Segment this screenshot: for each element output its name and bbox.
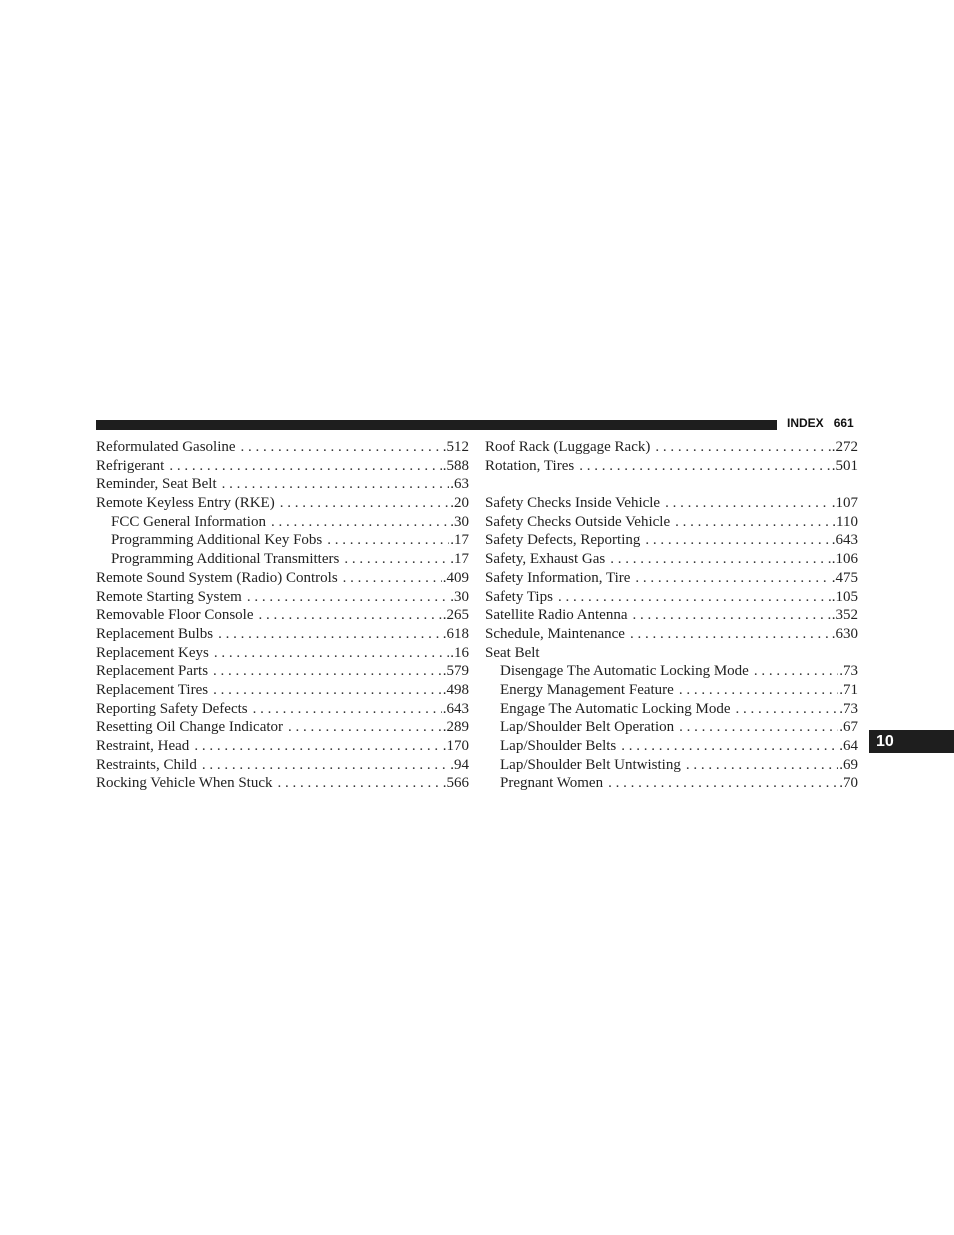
entry-term: Replacement Keys	[96, 644, 209, 661]
entry-page: .643	[442, 700, 469, 717]
entry-page: .289	[442, 719, 469, 736]
entry-term: Programming Additional Transmitters	[111, 551, 340, 568]
dot-leader	[655, 438, 830, 457]
index-entry	[485, 438, 858, 457]
index-entry	[96, 438, 469, 457]
index-subentry	[96, 531, 469, 550]
dot-leader	[241, 438, 442, 457]
index-entry	[96, 588, 469, 607]
index-subentry	[485, 718, 858, 737]
dot-leader	[214, 644, 449, 663]
dot-leader	[754, 662, 838, 681]
entry-page: .30	[450, 513, 469, 530]
page-number: 661	[833, 416, 854, 430]
dot-leader	[213, 681, 442, 700]
entry-term: Safety Tips	[485, 588, 553, 605]
dot-leader	[344, 550, 449, 569]
entry-term: Roof Rack (Luggage Rack)	[485, 439, 651, 455]
entry-term: Removable Floor Console	[96, 607, 254, 624]
entry-page: .105	[831, 588, 858, 605]
entry-term: Safety Information, Tire	[485, 569, 631, 586]
entry-term: Replacement Parts	[96, 663, 209, 680]
entry-term: Reformulated Gasoline	[96, 439, 236, 455]
entry-page: .501	[831, 457, 858, 474]
entry-page: .64	[839, 738, 858, 754]
index-entry	[96, 756, 469, 775]
dot-leader	[632, 606, 830, 625]
dot-leader	[222, 475, 450, 494]
index-entry	[485, 625, 858, 644]
running-header	[787, 416, 854, 430]
header-rule	[96, 420, 777, 430]
index-subentry	[485, 774, 858, 793]
index-entry	[485, 494, 858, 513]
entry-term: Restraint, Head	[96, 738, 190, 754]
entry-term: Reminder, Seat Belt	[96, 476, 217, 493]
dot-leader	[327, 531, 449, 550]
index-entry	[485, 569, 858, 588]
dot-leader	[608, 774, 838, 793]
entry-term: Lap/Shoulder Belts	[500, 738, 617, 754]
index-entry	[485, 531, 858, 550]
dot-leader	[259, 606, 442, 625]
index-entry	[96, 662, 469, 681]
entry-term: Lap/Shoulder Belt Untwisting	[500, 756, 681, 773]
chapter-tab: 10	[869, 730, 954, 753]
index-entry	[96, 718, 469, 737]
index-subentry	[485, 737, 858, 756]
index-entry	[96, 494, 469, 513]
entry-term: Safety Checks Inside Vehicle	[485, 495, 661, 512]
entry-term: Pregnant Women	[500, 775, 604, 792]
entry-term: Rotation, Tires	[485, 457, 575, 474]
entry-page: .73	[839, 700, 858, 717]
dot-leader	[218, 625, 442, 644]
dot-leader	[194, 737, 441, 756]
entry-term: Energy Management Feature	[500, 681, 674, 698]
entry-term: Resetting Oil Change Indicator	[96, 719, 284, 736]
entry-page: .17	[450, 532, 469, 549]
index-entry	[96, 644, 469, 663]
entry-page: .20	[450, 495, 469, 512]
entry-term: Disengage The Automatic Locking Mode	[500, 663, 749, 680]
entry-page: .170	[442, 738, 469, 754]
entry-page: .498	[442, 681, 469, 698]
entry-term: Safety Checks Outside Vehicle	[485, 513, 671, 530]
dot-leader	[679, 718, 838, 737]
entry-page: .106	[831, 551, 858, 568]
entry-term: Safety, Exhaust Gas	[485, 551, 606, 568]
entry-page: .94	[450, 756, 469, 773]
dot-leader	[635, 569, 830, 588]
index-subentry	[485, 681, 858, 700]
dot-leader	[288, 718, 442, 737]
entry-term: Schedule, Maintenance	[485, 625, 625, 642]
entry-term: Reporting Safety Defects	[96, 700, 248, 717]
entry-page: .272	[831, 439, 858, 455]
dot-leader	[271, 513, 449, 532]
dot-leader	[247, 588, 449, 607]
entry-page: .73	[839, 663, 858, 680]
index-entry	[96, 681, 469, 700]
index-heading	[485, 644, 858, 663]
entry-page: .618	[442, 625, 469, 642]
entry-page: .566	[442, 775, 469, 792]
entry-page: .630	[831, 625, 858, 642]
dot-leader	[169, 457, 441, 476]
letter-group-gap	[485, 475, 858, 494]
entry-term: Refrigerant	[96, 457, 165, 474]
index-entry	[485, 606, 858, 625]
entry-term: Lap/Shoulder Belt Operation	[500, 719, 675, 736]
entry-page: .107	[831, 495, 858, 512]
entry-page: .30	[450, 588, 469, 605]
dot-leader	[621, 737, 838, 756]
index-subentry	[96, 550, 469, 569]
index-column-right	[485, 438, 858, 793]
entry-term: Replacement Tires	[96, 681, 209, 698]
index-entry	[485, 550, 858, 569]
entry-term: FCC General Information	[111, 513, 266, 530]
dot-leader	[679, 681, 838, 700]
dot-leader	[213, 662, 442, 681]
index-entry	[96, 625, 469, 644]
dot-leader	[253, 700, 442, 719]
dot-leader	[610, 550, 831, 569]
entry-page: .352	[831, 607, 858, 624]
entry-page: .70	[839, 775, 858, 792]
index-entry	[96, 737, 469, 756]
index-entry	[96, 475, 469, 494]
entry-page: .110	[832, 513, 858, 530]
index-entry	[96, 700, 469, 719]
entry-term: Safety Defects, Reporting	[485, 532, 641, 549]
entry-page: .71	[839, 681, 858, 698]
entry-page: .16	[450, 644, 469, 661]
index-entry	[96, 606, 469, 625]
section-title: INDEX	[787, 416, 824, 430]
entry-page: .67	[839, 719, 858, 736]
index-column-left	[96, 438, 469, 793]
dot-leader	[645, 531, 830, 550]
entry-page: .643	[831, 532, 858, 549]
dot-leader	[630, 625, 831, 644]
dot-leader	[558, 588, 831, 607]
entry-term: Seat Belt	[485, 644, 540, 661]
index-subentry	[485, 700, 858, 719]
index-subentry	[485, 662, 858, 681]
dot-leader	[675, 513, 831, 532]
index-subentry	[96, 513, 469, 532]
index-entry	[485, 588, 858, 607]
index-entry	[96, 569, 469, 588]
index-entry	[485, 457, 858, 476]
entry-page: .265	[442, 607, 469, 624]
index-entry	[96, 774, 469, 793]
index-entry	[485, 513, 858, 532]
entry-page: .17	[450, 551, 469, 568]
entry-term: Engage The Automatic Locking Mode	[500, 700, 731, 717]
dot-leader	[579, 457, 831, 476]
entry-page: .579	[442, 663, 469, 680]
entry-term: Rocking Vehicle When Stuck	[96, 775, 273, 792]
dot-leader	[343, 569, 442, 588]
entry-term: Programming Additional Key Fobs	[111, 532, 323, 549]
entry-term: Remote Sound System (Radio) Controls	[96, 569, 338, 586]
entry-term: Restraints, Child	[96, 756, 197, 773]
dot-leader	[665, 494, 831, 513]
entry-page: .69	[839, 756, 858, 773]
entry-term: Satellite Radio Antenna	[485, 607, 628, 624]
entry-term: Replacement Bulbs	[96, 625, 214, 642]
dot-leader	[686, 756, 838, 775]
entry-term: Remote Starting System	[96, 588, 242, 605]
entry-page: .512	[442, 439, 469, 455]
entry-page: .409	[442, 569, 469, 586]
dot-leader	[202, 756, 449, 775]
dot-leader	[278, 774, 442, 793]
dot-leader	[736, 700, 839, 719]
index-subentry	[485, 756, 858, 775]
entry-term: Remote Keyless Entry (RKE)	[96, 495, 275, 512]
dot-leader	[280, 494, 450, 513]
index-entry	[96, 457, 469, 476]
entry-page: .475	[831, 569, 858, 586]
entry-page: .588	[442, 457, 469, 474]
entry-page: .63	[450, 476, 469, 493]
